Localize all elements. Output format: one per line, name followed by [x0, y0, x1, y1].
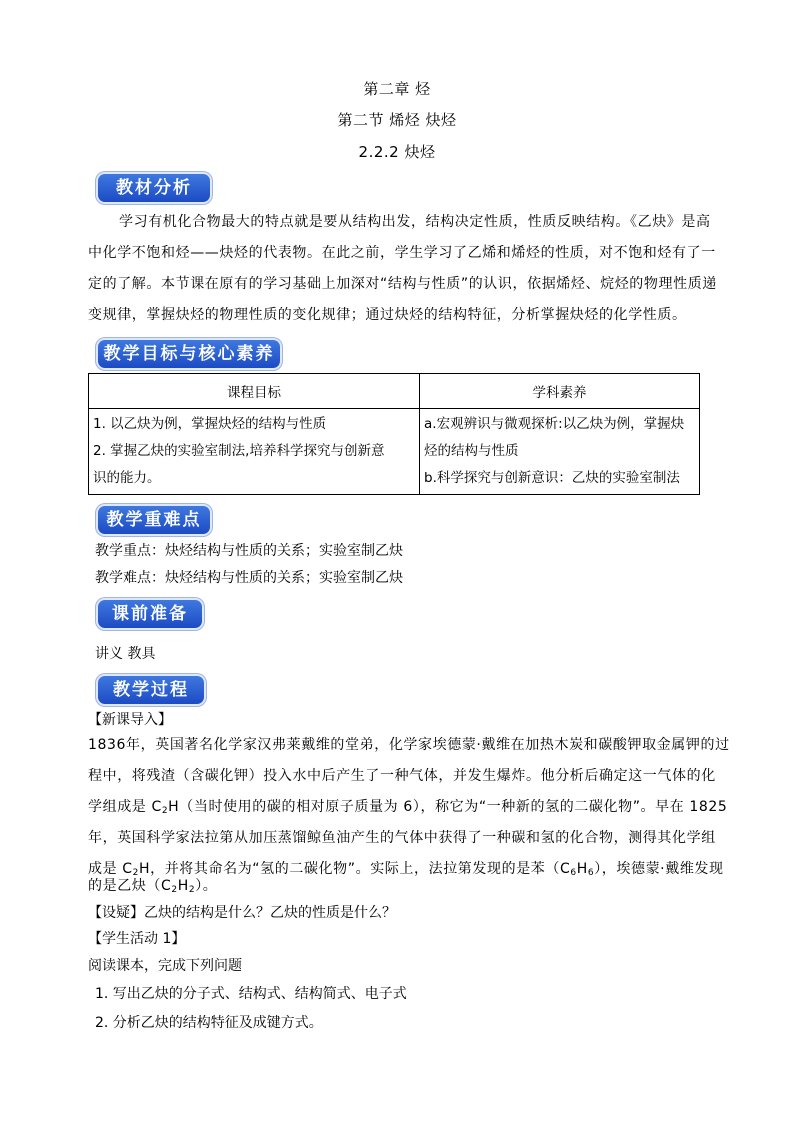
table-header-literacy: 学科素养 — [420, 374, 700, 409]
badge-process: 教学过程 — [98, 676, 204, 704]
task-2: 2. 分析乙炔的结构特征及成键方式。 — [95, 1015, 323, 1031]
analysis-line-4: 变规律，掌握炔烃的物理性质的变化规律；通过炔烃的结构特征，分析掌握炔烃的化学性质。 — [88, 307, 687, 323]
lesson-title: 2.2.2 炔烃 — [358, 143, 436, 161]
section-title: 第二节 烯烃 炔烃 — [337, 111, 457, 129]
history-line-3: 学组成是 $C_2H$（当时使用的碳的相对原子质量为 6），称它为“一种新的氢的二碳化物”。早在 1825 — [88, 799, 728, 816]
literacy-b: b.科学探究与创新意识：乙炔的实验室制法 — [424, 470, 680, 486]
intro-tag: 【新课导入】 — [88, 712, 172, 728]
task-1: 1. 写出乙炔的分子式、结构式、结构简式、电子式 — [95, 986, 407, 1002]
history-line-2: 程中，将残渣（含碳化钾）投入水中后产生了一种气体，并发生爆炸。他分析后确定这一气体的化 — [88, 768, 716, 784]
analysis-line-2: 中化学不饱和烃——炔烃的代表物。在此之前，学生学习了乙烯和烯烃的性质，对不饱和烃有了一 — [88, 245, 716, 261]
activity-intro: 阅读课本，完成下列问题 — [88, 958, 242, 974]
literacy-a-cont: 烃的结构与性质 — [424, 443, 519, 459]
literacy-cell — [420, 409, 700, 495]
table-header-course-goals: 课程目标 — [89, 374, 420, 409]
course-goal-2-cont: 识的能力。 — [93, 470, 161, 486]
analysis-line-1: 学习有机化合物最大的特点就是要从结构出发，结构决定性质，性质反映结构。《乙炔》是高 — [119, 214, 711, 230]
badge-key-points: 教学重难点 — [98, 506, 210, 534]
chapter-title: 第二章 烃 — [363, 80, 431, 98]
preparation-text: 讲义 教具 — [95, 646, 156, 662]
badge-preparation: 课前准备 — [98, 600, 202, 628]
history-line-4: 年，英国科学家法拉第从加压蒸馏鲸鱼油产生的气体中获得了一种碳和氢的化合物，测得其化学组 — [88, 830, 716, 846]
badge-objectives: 教学目标与核心素养 — [98, 340, 280, 368]
history-line-6: 的是乙炔$(C_2H_2)$。 — [88, 878, 218, 895]
question-line: 【设疑】乙炔的结构是什么？乙炔的性质是什么？ — [88, 905, 396, 921]
history-line-1: 1836年，英国著名化学家汉弗莱戴维的堂弟，化学家埃德蒙·戴维在加热木炭和碳酸钾取金属钾的过 — [88, 737, 730, 753]
course-goals-cell — [89, 409, 420, 495]
table-header-row — [89, 374, 700, 409]
literacy-a: a.宏观辨识与微观探析:以乙炔为例，掌握炔 — [424, 416, 685, 432]
objectives-table — [88, 373, 700, 495]
analysis-line-3: 定的了解。本节课在原有的学习基础上加深对“结构与性质”的认识，依据烯烃、烷烃的物理性质递 — [88, 276, 717, 292]
activity-tag: 【学生活动 1】 — [88, 931, 186, 947]
badge-textbook-analysis: 教材分析 — [98, 174, 210, 202]
key-difficulty: 教学难点：炔烃结构与性质的关系；实验室制乙炔 — [95, 570, 403, 586]
course-goal-1: 1. 以乙炔为例，掌握炔烃的结构与性质 — [93, 416, 327, 432]
key-focus: 教学重点：炔烃结构与性质的关系；实验室制乙炔 — [95, 543, 403, 559]
course-goal-2: 2. 掌握乙炔的实验室制法,培养科学探究与创新意 — [93, 443, 385, 459]
history-line-5: 成是 $C_2H$，并将其命名为“氢的二碳化物”。实际上，法拉第发现的是苯$(C_6H_6)$，埃德蒙·戴维发现 — [88, 861, 724, 878]
table-row — [89, 409, 700, 495]
